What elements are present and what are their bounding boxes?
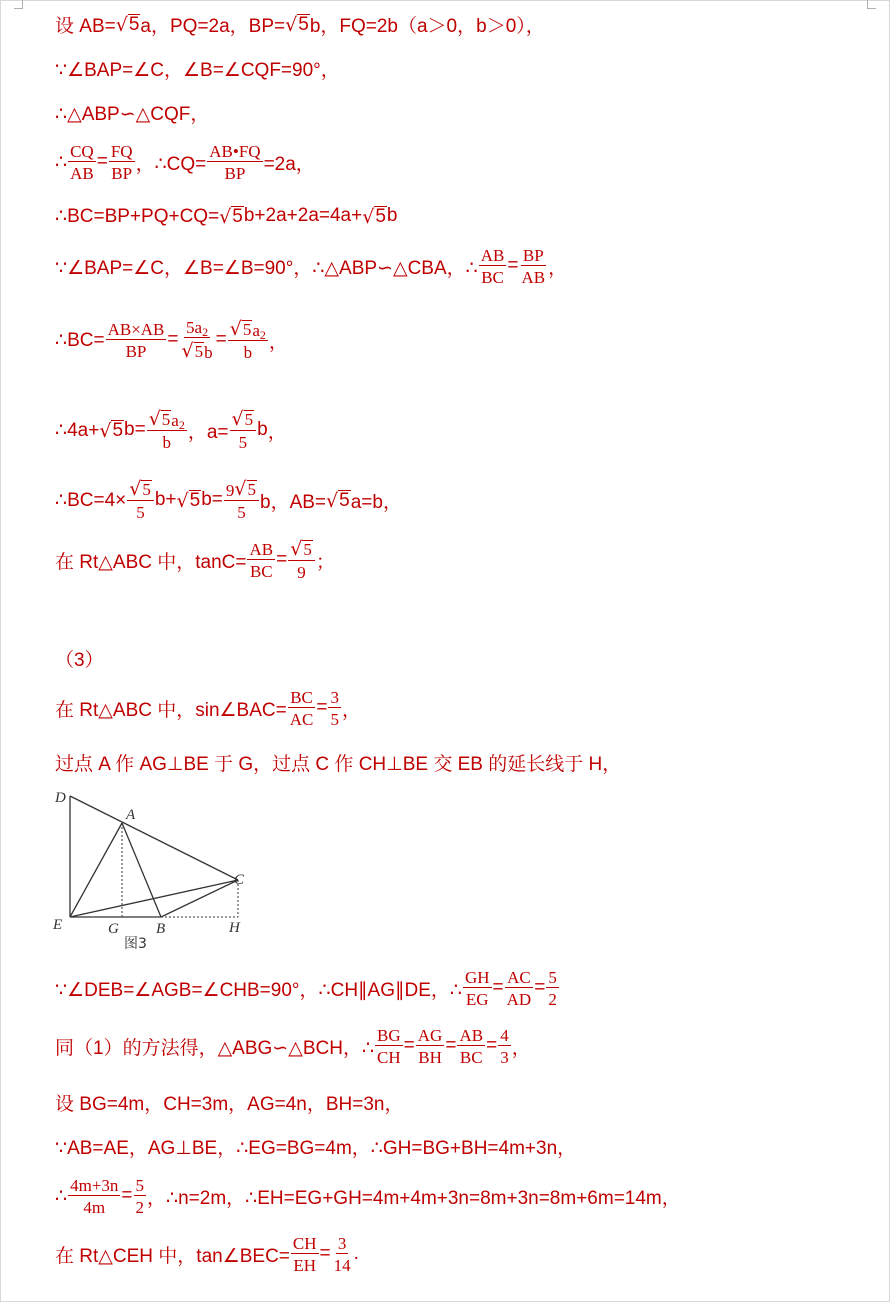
sqrt: √ 5 (219, 205, 243, 229)
line-16: 设 BG=4m，CH=3m，AG=4n，BH=3n， (55, 1093, 404, 1115)
label-b: B (156, 921, 166, 937)
label-h: H (229, 920, 240, 936)
fraction: $\frac{AB}{BC}$ (459, 1025, 484, 1067)
line-9: ∴BC=4× √ 5 5 b+ √ 5 b = 9 √ 5 5 b，AB= √ 5 a=b， (55, 478, 402, 523)
label-a: A (126, 807, 136, 823)
fraction: √ 5 5 (127, 478, 154, 523)
line-12: 在 Rt△ABC 中，sin∠BAC= $\frac{BC}{AC}$ = $\frac{3}{5}$ ， (55, 687, 361, 729)
sqrt: √ 5 (115, 13, 140, 37)
fraction: √ 5 9 (288, 538, 315, 583)
sqrt: √ 5 (326, 489, 350, 513)
fraction: 5a $^2$ √ 5 b (181, 317, 213, 363)
sqrt: √ 5 (176, 489, 201, 513)
fraction: $\frac{AG}{BH}$ (417, 1025, 443, 1067)
fraction: $\frac{BC}{AC}$ (289, 687, 314, 729)
fraction: $\frac{5}{2}$ (548, 967, 557, 1009)
line-15: 同（1）的方法得，△ABG∽△BCH，∴ $\frac{BG}{CH}$ = $\frac{AG}{BH}$ = $\frac{AB}{BC}$ = $\frac{4}{3}$ ， (55, 1025, 531, 1067)
line-10: 在 Rt△ABC 中，tanC= $\frac{AB}{BC}$ = √ 5 9 ； (55, 538, 335, 583)
fraction: $\frac{CQ}{AB}$ (70, 141, 94, 183)
geometry-figure (52, 786, 254, 956)
fraction: $\frac{AC}{AD}$ (506, 967, 532, 1009)
segment-ec (70, 880, 238, 917)
line-8: ∴4a+ √ 5 b= √ 5 a $^2$ b ，a= √ 5 5 b ， (55, 408, 287, 453)
fraction: $\frac{AB}{BC}$ (249, 539, 274, 581)
fraction: $\frac{AB•FQ}{BP}$ (209, 141, 261, 183)
line-7: ∴BC= $\frac{AB\times AB}{BP}$ = 5a $^2$ √ 5 b = √ 5 a $^2$ b ， (55, 317, 288, 363)
fraction: √ 5 5 (230, 408, 257, 453)
fraction: $\frac{5}{2}$ (135, 1175, 145, 1217)
fraction: $\frac{FQ}{BP}$ (110, 141, 133, 183)
line-13: 过点 A 作 AG⊥BE 于 G，过点 C 作 CH⊥BE 交 EB 的延长线于 H， (55, 753, 622, 775)
line-14: ∵∠DEB=∠AGB=∠CHB=90°，∴CH∥AG∥DE，∴ $\frac{GH}{EG}$ = $\frac{AC}{AD}$ = $\frac{5}{2}$ (55, 967, 557, 1009)
fraction: 9 √ 5 5 (224, 478, 259, 523)
crop-mark (14, 0, 23, 9)
fraction: $\frac{4}{3}$ (500, 1025, 509, 1067)
sqrt: √ 5 (362, 205, 386, 229)
sqrt: √ 5 (99, 419, 124, 443)
line-18: ∴ $\frac{4m+3n}{4m}$ = $\frac{5}{2}$ ，∴n=2m，∴EH=EG+GH=4m+4m+3n=8m+3n=8m+6m=14m， (55, 1175, 681, 1217)
fraction: $\frac{BP}{AB}$ (521, 245, 546, 287)
fraction: $\frac{GH}{EG}$ (464, 967, 490, 1009)
fraction: $\frac{3}{14}$ (333, 1233, 351, 1275)
label-c: C (234, 872, 245, 888)
line-4: ∴ $\frac{CQ}{AB}$ = $\frac{FQ}{BP}$ ，∴CQ= $\frac{AB•FQ}{BP}$ =2a， (55, 141, 315, 183)
fraction: $\frac{CH}{EH}$ (292, 1233, 317, 1275)
label-e: E (53, 917, 63, 933)
fraction: $\frac{4m+3n}{4m}$ (70, 1175, 119, 1217)
line-6: ∵∠BAP=∠C，∠B=∠B=90°，∴△ABP∽△CBA，∴ $\frac{AB}{BC}$ = $\frac{BP}{AB}$ ， (55, 245, 568, 287)
figure-caption: 图3 (124, 936, 147, 952)
segment-ea (70, 823, 122, 917)
line-3: ∴△ABP∽△CQF， (55, 103, 210, 125)
line-1: 设 AB= √ 5 a，PQ=2a，BP= √ 5 b，FQ=2b（a＞0，b＞0）， (55, 13, 545, 37)
line-5: ∴BC=BP+PQ+CQ= √ 5 b+2a+2a=4a+ √ 5 b (55, 205, 398, 229)
line-19: 在 Rt△CEH 中，tan∠BEC= $\frac{CH}{EH}$ = $\frac{3}{14}$ . (55, 1233, 359, 1275)
line-2: ∵∠BAP=∠C，∠B=∠CQF=90°， (55, 59, 340, 81)
crop-mark (867, 0, 876, 9)
line-17: ∵AB=AE，AG⊥BE，∴EG=BG=4m，∴GH=BG+BH=4m+3n， (55, 1137, 577, 1159)
fraction: √ 5 a $^2$ b (148, 408, 185, 453)
fraction: $\frac{3}{5}$ (330, 687, 339, 729)
line-11: （3） (55, 649, 104, 671)
segment-ab (122, 823, 161, 917)
label-d: D (55, 790, 66, 806)
segment-dc (70, 796, 238, 880)
fraction: $\frac{BG}{CH}$ (377, 1025, 401, 1067)
fraction: $\frac{AB}{BC}$ (480, 245, 505, 287)
sqrt: √ 5 (285, 13, 309, 37)
segment-bc (161, 880, 238, 917)
fraction: √ 5 a $^2$ b (229, 318, 266, 363)
label-g: G (108, 921, 119, 937)
fraction: $\frac{AB\times AB}{BP}$ (107, 319, 165, 361)
